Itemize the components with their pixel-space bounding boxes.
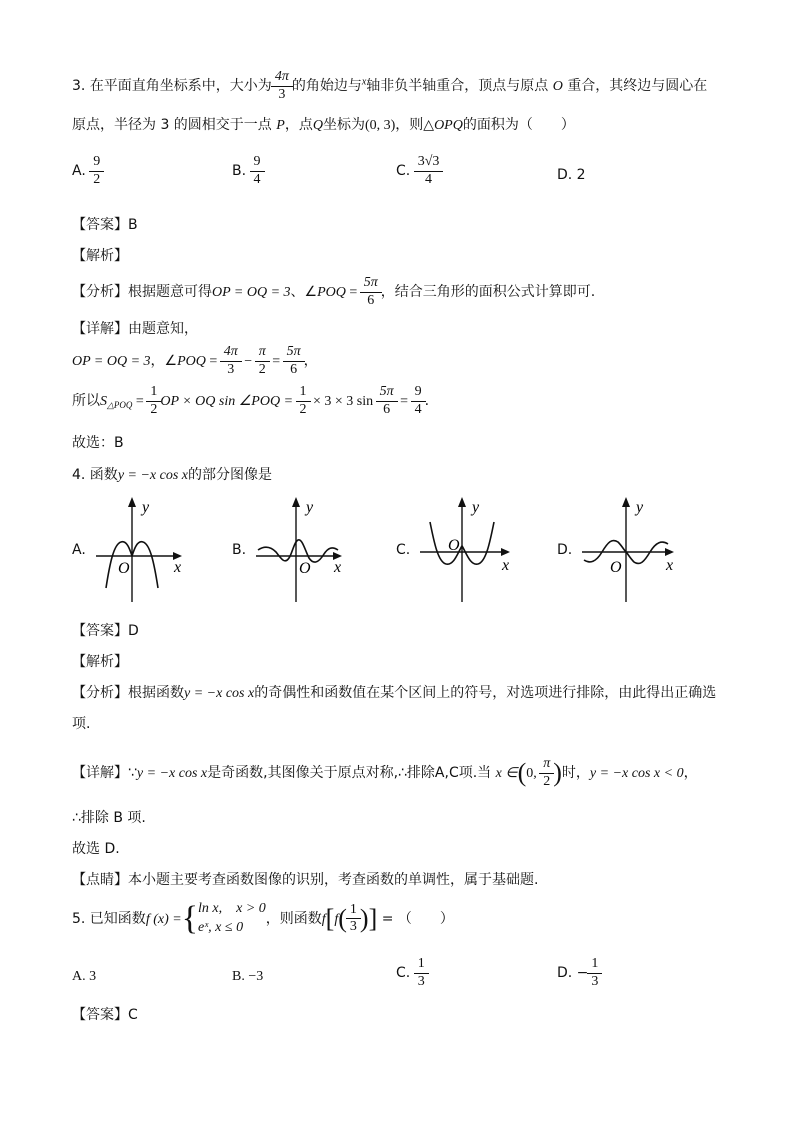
q4-graph-a[interactable] [92,492,192,606]
q3-angle-fraction: $\frac{4\pi}{3}$ [273,70,291,102]
q5-stem: 5. 已知函数f (x) ={ ln x, x > 0 eˣ, x ≤ 0 ，则函数f[f( $\frac{1}{3}$ )] = （ ） [72,899,454,937]
q4-option-d-label[interactable]: D. [557,542,573,558]
svg-text:x: x [334,559,342,576]
svg-text:y: y [306,499,314,516]
q5-option-b[interactable]: B. −3 [232,969,264,984]
q3-option-d[interactable]: D. 2 [557,167,586,183]
q3-option-a[interactable]: A. $\frac{9}{2}$ [72,155,103,187]
q4-xiangjie-line2: ∴排除 B 项. [72,810,146,826]
q5-answer: 【答案】C [72,1007,138,1023]
q4-analysis-heading: 【解析】 [72,654,128,670]
svg-text:O: O [299,560,311,577]
q3-option-b[interactable]: B. $\frac{9}{4}$ [232,155,264,187]
svg-text:y: y [472,499,480,516]
q5-option-a[interactable]: A. 3 [72,969,97,984]
q3-option-c[interactable]: C. $\frac{3√3}{4}$ [396,155,442,187]
q3-choose: 故选：B [72,435,124,451]
q5-option-c[interactable]: C. $\frac{1}{3}$ [396,957,428,989]
q5-piecewise: ln x, x > 0 eˣ, x ≤ 0 [198,901,266,935]
q4-fenxi-line2: 项. [72,716,91,732]
q4-option-a-label[interactable]: A. [72,542,86,558]
svg-text:x: x [502,557,510,574]
q3-answer: 【答案】B [72,217,138,233]
svg-text:O: O [118,560,130,577]
q4-graph-d[interactable] [578,492,682,606]
svg-text:y: y [636,499,644,516]
q4-xiangjie-line1: 【详解】∵y = −x cos x是奇函数,其图像关于原点对称,∴排除A,C项.当 x ∈(0, $\frac{\pi}{2}$ )时，y = −x cos x < 0， [72,756,698,789]
q3-detail-line2: 所以$S_{\triangle POQ}$ = $\frac{1}{2}$ OP × OQ sin ∠POQ = $\frac{1}{2}$ × 3 × 3 sin $\frac{5\pi}{6}$ = $\frac{9}{4}$ . [72,384,430,417]
q4-choose: 故选 D. [72,841,120,857]
q4-stem: 4. 函数y = −x cos x的部分图像是 [72,467,273,483]
q3-fenxi: 【分析】根据题意可得OP = OQ = 3、∠POQ = $\frac{5\pi}{6}$ ，结合三角形的面积公式计算即可. [72,275,596,308]
q4-option-b-label[interactable]: B. [232,542,247,558]
q3-xiangjie: 【详解】由题意知， [72,321,198,337]
svg-text:O: O [610,559,622,576]
q3-number: 3. [72,78,86,95]
svg-text:y: y [142,499,150,516]
svg-text:x: x [174,559,182,576]
q3-stem-line2: 原点，半径为 3 的圆相交于一点 P，点Q坐标为(0, 3)，则△OPQ的面积为（ ） [72,117,575,133]
q5-option-d[interactable]: D. − $\frac{1}{3}$ [557,957,601,989]
q4-graph-b[interactable] [252,492,352,606]
q3-analysis-heading: 【解析】 [72,248,128,264]
q4-dianjing: 【点睛】本小题主要考查函数图像的识别，考查函数的单调性，属于基础题. [72,872,539,888]
q4-graph-c[interactable] [416,492,516,606]
q4-fenxi-line1: 【分析】根据函数y = −x cos x的奇偶性和函数值在某个区间上的符号，对选项进行排除，由此得出正确选 [72,685,717,701]
q3-detail-line1: OP = OQ = 3，∠POQ = $\frac{4\pi}{3}$ − $\frac{\pi}{2}$ = $\frac{5\pi}{6}$ ， [72,344,318,377]
q4-option-c-label[interactable]: C. [396,542,411,558]
svg-text:O: O [448,537,460,554]
q3-stem-line1: 3. 在平面直角坐标系中，大小为 $\frac{4\pi}{3}$ 的角始边与$^x$轴非负半轴重合，顶点与原点 O 重合，其终边与圆心在 [72,69,708,102]
svg-text:x: x [666,557,674,574]
q4-answer: 【答案】D [72,623,139,639]
